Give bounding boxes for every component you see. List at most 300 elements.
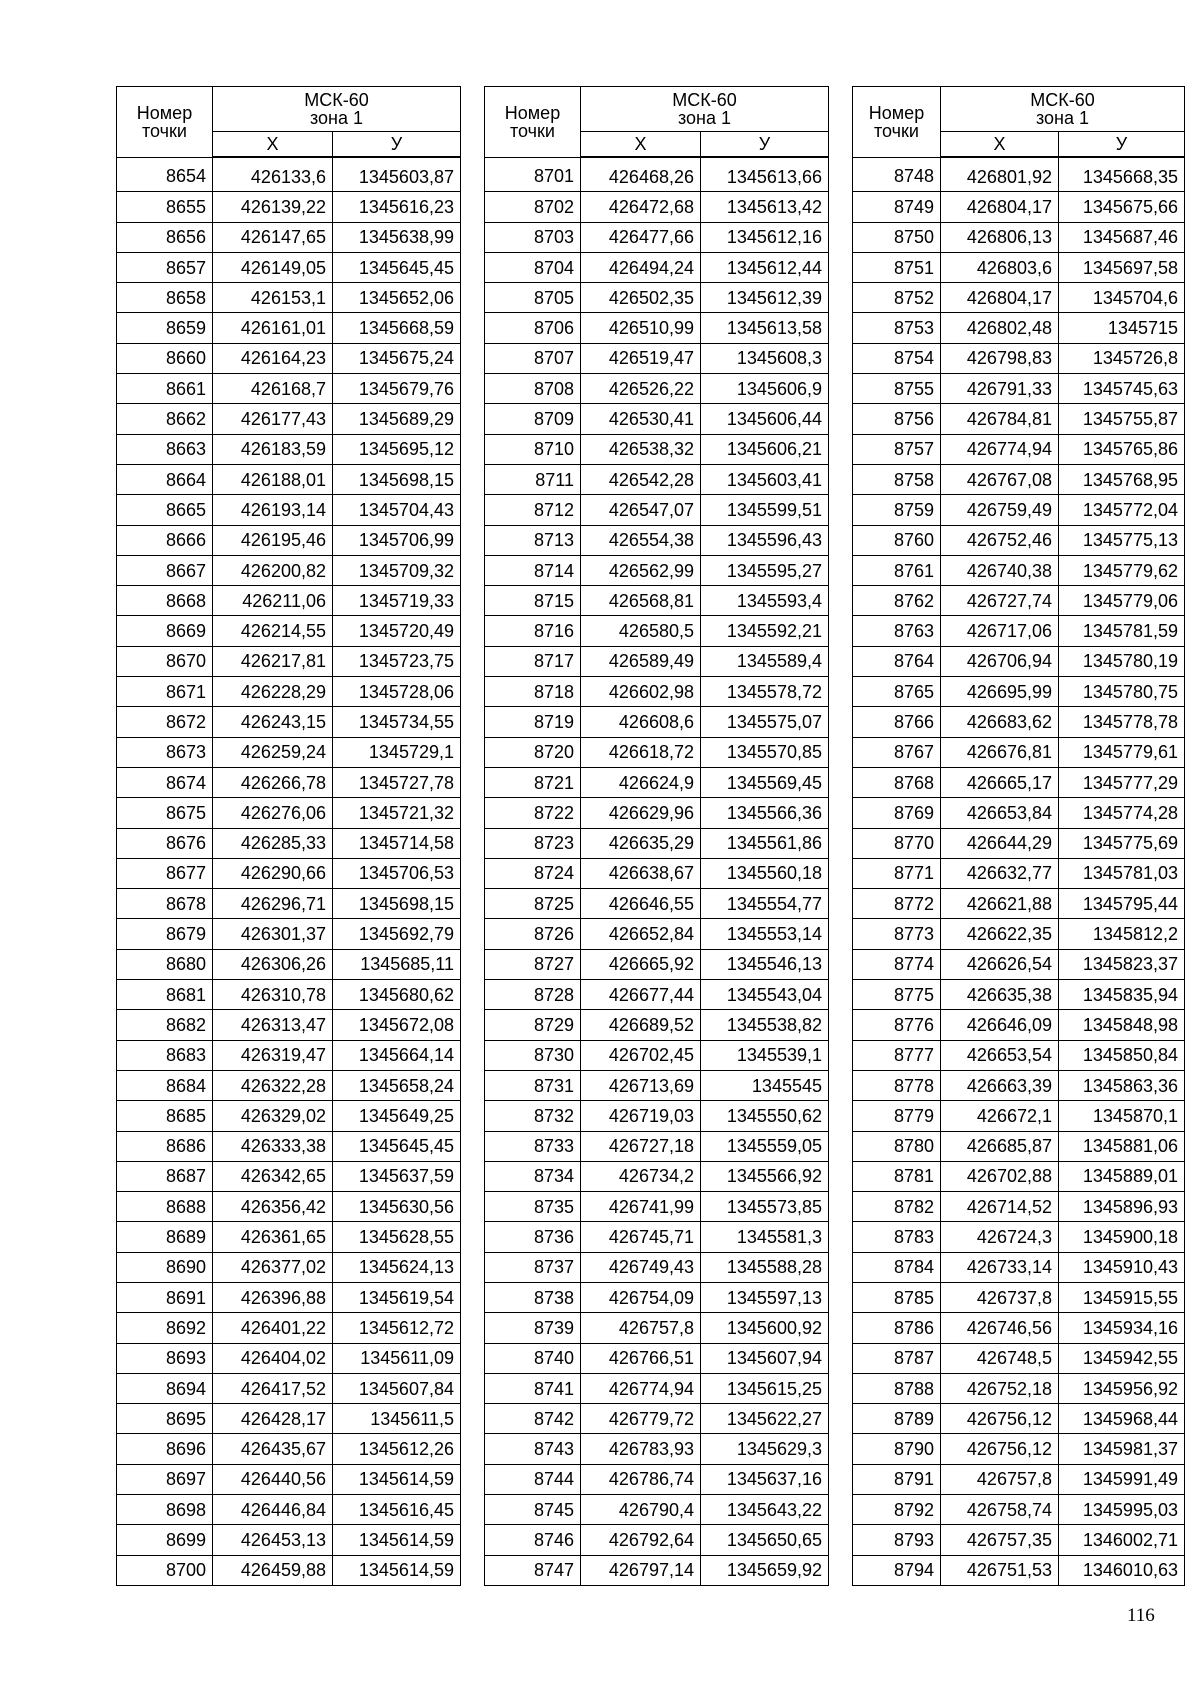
- coordinate-system-label: МСК-60: [304, 90, 369, 110]
- y-coordinate-cell: 1345573,85: [701, 1192, 829, 1222]
- table-row: [853, 1252, 1185, 1282]
- table-row: [117, 1343, 461, 1373]
- table-row: [853, 1525, 1185, 1555]
- x-coordinate-cell: 426319,47: [213, 1040, 333, 1070]
- x-coordinate-cell: 426310,78: [213, 980, 333, 1010]
- y-coordinate-cell: 1345566,36: [701, 798, 829, 828]
- point-number-cell: 8741: [485, 1373, 581, 1403]
- table-row: [853, 313, 1185, 343]
- table-row: [485, 1101, 829, 1131]
- x-coordinate-cell: 426435,67: [213, 1434, 333, 1464]
- x-coordinate-cell: 426806,13: [941, 222, 1059, 252]
- table-body: [117, 157, 461, 1585]
- y-coordinate-cell: 1345612,72: [333, 1313, 461, 1343]
- x-coordinate-cell: 426453,13: [213, 1525, 333, 1555]
- y-coordinate-cell: 1345881,06: [1059, 1131, 1185, 1161]
- table-row: [853, 1040, 1185, 1070]
- x-coordinate-cell: 426211,06: [213, 586, 333, 616]
- point-number-cell: 8661: [117, 374, 213, 404]
- x-coordinate-cell: 426683,62: [941, 707, 1059, 737]
- coordinates-table-1: [116, 86, 461, 1586]
- x-coordinate-cell: 426706,94: [941, 646, 1059, 676]
- x-coordinate-cell: 426417,52: [213, 1373, 333, 1403]
- y-coordinate-cell: 1345645,45: [333, 1131, 461, 1161]
- y-coordinate-cell: 1345719,33: [333, 586, 461, 616]
- x-coordinate-cell: 426695,99: [941, 677, 1059, 707]
- table-row: [117, 1313, 461, 1343]
- table-row: [853, 1495, 1185, 1525]
- x-coordinate-cell: 426786,74: [581, 1464, 701, 1494]
- point-number-cell: 8673: [117, 737, 213, 767]
- y-coordinate-cell: 1345569,45: [701, 767, 829, 797]
- table-row: [117, 616, 461, 646]
- point-number-cell: 8666: [117, 525, 213, 555]
- point-number-cell: 8696: [117, 1434, 213, 1464]
- x-coordinate-cell: 426727,18: [581, 1131, 701, 1161]
- y-coordinate-cell: 1345643,22: [701, 1495, 829, 1525]
- table-row: [853, 1343, 1185, 1373]
- point-number-cell: 8704: [485, 252, 581, 282]
- point-number-cell: 8660: [117, 343, 213, 373]
- y-coordinate-cell: 1345812,2: [1059, 919, 1185, 949]
- table-row: [117, 646, 461, 676]
- point-number-cell: 8757: [853, 434, 941, 464]
- y-coordinate-cell: 1345570,85: [701, 737, 829, 767]
- y-coordinate-cell: 1345795,44: [1059, 889, 1185, 919]
- y-coordinate-cell: 1345612,16: [701, 222, 829, 252]
- y-coordinate-cell: 1345614,59: [333, 1525, 461, 1555]
- y-coordinate-cell: 1345991,49: [1059, 1464, 1185, 1494]
- table-row: [853, 1313, 1185, 1343]
- table-row: [853, 858, 1185, 888]
- point-number-cell: 8742: [485, 1404, 581, 1434]
- table-row: [485, 252, 829, 282]
- point-number-cell: 8690: [117, 1252, 213, 1282]
- x-coordinate-cell: 426243,15: [213, 707, 333, 737]
- x-coordinate-cell: 426477,66: [581, 222, 701, 252]
- table-row: [485, 980, 829, 1010]
- point-number-cell: 8730: [485, 1040, 581, 1070]
- x-coordinate-cell: 426629,96: [581, 798, 701, 828]
- point-number-cell: 8658: [117, 283, 213, 313]
- table-row: [853, 343, 1185, 373]
- table-row: [853, 707, 1185, 737]
- point-number-header-top: Номер: [504, 102, 561, 123]
- x-coordinate-cell: 426757,35: [941, 1525, 1059, 1555]
- point-number-cell: 8775: [853, 980, 941, 1010]
- x-coordinate-cell: 426468,26: [581, 157, 701, 192]
- y-coordinate-cell: 1345645,45: [333, 252, 461, 282]
- point-number-cell: 8736: [485, 1222, 581, 1252]
- x-coordinate-cell: 426677,44: [581, 980, 701, 1010]
- point-number-cell: 8766: [853, 707, 941, 737]
- y-coordinate-cell: 1345554,77: [701, 889, 829, 919]
- coordinate-system-label: МСК-60: [1030, 90, 1095, 110]
- point-number-cell: 8716: [485, 616, 581, 646]
- x-coordinate-cell: 426149,05: [213, 252, 333, 282]
- y-coordinate-cell: 1345606,44: [701, 404, 829, 434]
- table-row: [853, 1373, 1185, 1403]
- y-coordinate-cell: 1345781,03: [1059, 858, 1185, 888]
- x-coordinate-cell: 426719,03: [581, 1101, 701, 1131]
- table-row: [117, 374, 461, 404]
- x-coordinate-cell: 426717,06: [941, 616, 1059, 646]
- point-number-cell: 8676: [117, 828, 213, 858]
- zone-label: зона 1: [677, 108, 732, 128]
- table-row: [853, 798, 1185, 828]
- table-row: [117, 157, 461, 192]
- point-number-cell: 8772: [853, 889, 941, 919]
- table-row: [853, 889, 1185, 919]
- y-coordinate-cell: 1345726,8: [1059, 343, 1185, 373]
- table-row: [853, 222, 1185, 252]
- y-coordinate-cell: 1345896,93: [1059, 1192, 1185, 1222]
- table-row: [117, 767, 461, 797]
- point-number-cell: 8732: [485, 1101, 581, 1131]
- point-number-cell: 8694: [117, 1373, 213, 1403]
- y-coordinate-cell: 1345543,04: [701, 980, 829, 1010]
- coordinate-system-label: МСК-60: [672, 90, 737, 110]
- point-number-cell: 8774: [853, 949, 941, 979]
- x-coordinate-cell: 426757,8: [581, 1313, 701, 1343]
- table-row: [853, 1192, 1185, 1222]
- x-coordinate-cell: 426602,98: [581, 677, 701, 707]
- point-number-cell: 8735: [485, 1192, 581, 1222]
- table-row: [485, 1222, 829, 1252]
- y-coordinate-cell: 1345637,59: [333, 1161, 461, 1191]
- x-coordinate-cell: 426802,48: [941, 313, 1059, 343]
- y-coordinate-cell: 1345611,5: [333, 1404, 461, 1434]
- y-coordinate-cell: 1345611,09: [333, 1343, 461, 1373]
- y-coordinate-cell: 1345608,3: [701, 343, 829, 373]
- x-coordinate-cell: 426797,14: [581, 1555, 701, 1585]
- x-coordinate-cell: 426685,87: [941, 1131, 1059, 1161]
- x-coordinate-cell: 426689,52: [581, 1010, 701, 1040]
- table-row: [117, 1010, 461, 1040]
- table-row: [117, 586, 461, 616]
- y-coordinate-cell: 1345780,19: [1059, 646, 1185, 676]
- x-coordinate-cell: 426356,42: [213, 1192, 333, 1222]
- x-coordinate-cell: 426798,83: [941, 343, 1059, 373]
- y-coordinate-cell: 1345578,72: [701, 677, 829, 707]
- x-coordinate-cell: 426756,12: [941, 1404, 1059, 1434]
- x-coordinate-cell: 426672,1: [941, 1101, 1059, 1131]
- y-coordinate-cell: 1345675,24: [333, 343, 461, 373]
- table-row: [485, 1525, 829, 1555]
- y-coordinate-cell: 1345706,53: [333, 858, 461, 888]
- x-coordinate-cell: 426803,6: [941, 252, 1059, 282]
- x-coordinate-cell: 426622,35: [941, 919, 1059, 949]
- y-coordinate-cell: 1345603,87: [333, 157, 461, 192]
- y-coordinate-cell: 1345613,42: [701, 192, 829, 222]
- y-coordinate-cell: 1345765,86: [1059, 434, 1185, 464]
- table-row: [485, 222, 829, 252]
- y-coordinate-cell: 1345649,25: [333, 1101, 461, 1131]
- y-coordinate-cell: 1345553,14: [701, 919, 829, 949]
- x-coordinate-cell: 426784,81: [941, 404, 1059, 434]
- y-coordinate-cell: 1345614,59: [333, 1464, 461, 1494]
- x-coordinate-cell: 426646,55: [581, 889, 701, 919]
- y-coordinate-cell: 1345668,35: [1059, 157, 1185, 192]
- table-row: [853, 828, 1185, 858]
- y-coordinate-cell: 1345689,29: [333, 404, 461, 434]
- y-coordinate-cell: 1345745,63: [1059, 374, 1185, 404]
- point-number-cell: 8776: [853, 1010, 941, 1040]
- x-coordinate-cell: 426748,5: [941, 1343, 1059, 1373]
- table-row: [117, 737, 461, 767]
- x-coordinate-cell: 426702,88: [941, 1161, 1059, 1191]
- point-number-cell: 8782: [853, 1192, 941, 1222]
- point-number-cell: 8765: [853, 677, 941, 707]
- x-coordinate-cell: 426702,45: [581, 1040, 701, 1070]
- x-coordinate-cell: 426502,35: [581, 283, 701, 313]
- table-row: [117, 707, 461, 737]
- y-coordinate-cell: 1345715: [1059, 313, 1185, 343]
- point-number-cell: 8745: [485, 1495, 581, 1525]
- coordinate-system-header: [213, 87, 461, 132]
- point-number-cell: 8677: [117, 858, 213, 888]
- table-row: [853, 495, 1185, 525]
- point-number-cell: 8685: [117, 1101, 213, 1131]
- table-row: [117, 343, 461, 373]
- table-row: [117, 555, 461, 585]
- x-coordinate-cell: 426676,81: [941, 737, 1059, 767]
- y-coordinate-cell: 1345597,13: [701, 1282, 829, 1312]
- x-coordinate-cell: 426756,12: [941, 1434, 1059, 1464]
- x-coordinate-cell: 426161,01: [213, 313, 333, 343]
- x-coordinate-cell: 426214,55: [213, 616, 333, 646]
- x-coordinate-cell: 426665,92: [581, 949, 701, 979]
- y-coordinate-cell: 1345956,92: [1059, 1373, 1185, 1403]
- table-row: [117, 1525, 461, 1555]
- point-number-cell: 8718: [485, 677, 581, 707]
- x-coordinate-cell: 426530,41: [581, 404, 701, 434]
- point-number-cell: 8688: [117, 1192, 213, 1222]
- table-row: [853, 555, 1185, 585]
- x-coordinate-cell: 426177,43: [213, 404, 333, 434]
- y-coordinate-cell: 1345870,1: [1059, 1101, 1185, 1131]
- table-row: [485, 404, 829, 434]
- x-coordinate-cell: 426665,17: [941, 767, 1059, 797]
- point-number-cell: 8693: [117, 1343, 213, 1373]
- x-coordinate-cell: 426562,99: [581, 555, 701, 585]
- x-coordinate-cell: 426733,14: [941, 1252, 1059, 1282]
- point-number-cell: 8701: [485, 157, 581, 192]
- table-row: [485, 1161, 829, 1191]
- x-coordinate-cell: 426333,38: [213, 1131, 333, 1161]
- table-row: [117, 889, 461, 919]
- table-row: [853, 1464, 1185, 1494]
- table-row: [485, 767, 829, 797]
- y-coordinate-cell: 1345723,75: [333, 646, 461, 676]
- y-coordinate-cell: 1345995,03: [1059, 1495, 1185, 1525]
- x-coordinate-cell: 426754,09: [581, 1282, 701, 1312]
- table-row: [853, 192, 1185, 222]
- point-number-cell: 8654: [117, 157, 213, 192]
- y-coordinate-cell: 1345942,55: [1059, 1343, 1185, 1373]
- table-row: [485, 1313, 829, 1343]
- point-number-cell: 8793: [853, 1525, 941, 1555]
- point-number-cell: 8714: [485, 555, 581, 585]
- table-row: [853, 677, 1185, 707]
- y-coordinate-cell: 1345672,08: [333, 1010, 461, 1040]
- point-number-cell: 8783: [853, 1222, 941, 1252]
- y-coordinate-cell: 1345600,92: [701, 1313, 829, 1343]
- x-coordinate-cell: 426147,65: [213, 222, 333, 252]
- y-coordinate-cell: 1345652,06: [333, 283, 461, 313]
- y-coordinate-cell: 1345774,28: [1059, 798, 1185, 828]
- y-column-header: У: [333, 132, 461, 158]
- x-coordinate-cell: 426554,38: [581, 525, 701, 555]
- x-coordinate-cell: 426779,72: [581, 1404, 701, 1434]
- x-coordinate-cell: 426472,68: [581, 192, 701, 222]
- table-row: [117, 980, 461, 1010]
- y-coordinate-cell: 1345650,65: [701, 1525, 829, 1555]
- table-row: [117, 1373, 461, 1403]
- x-coordinate-cell: 426301,37: [213, 919, 333, 949]
- table-row: [853, 464, 1185, 494]
- table-row: [117, 1404, 461, 1434]
- point-number-cell: 8702: [485, 192, 581, 222]
- y-coordinate-cell: 1345616,23: [333, 192, 461, 222]
- x-column-header: Х: [581, 132, 701, 158]
- point-number-cell: 8678: [117, 889, 213, 919]
- point-number-cell: 8763: [853, 616, 941, 646]
- table-row: [485, 1343, 829, 1373]
- point-number-header-top: Номер: [136, 102, 193, 123]
- y-coordinate-cell: 1345606,21: [701, 434, 829, 464]
- point-number-cell: 8703: [485, 222, 581, 252]
- coordinates-table-3: [852, 86, 1185, 1586]
- y-coordinate-cell: 1345592,21: [701, 616, 829, 646]
- y-coordinate-cell: 1345934,16: [1059, 1313, 1185, 1343]
- y-coordinate-cell: 1345863,36: [1059, 1070, 1185, 1100]
- y-coordinate-cell: 1345679,76: [333, 374, 461, 404]
- table-row: [485, 313, 829, 343]
- point-number-cell: 8727: [485, 949, 581, 979]
- point-number-cell: 8794: [853, 1555, 941, 1585]
- x-coordinate-cell: 426713,69: [581, 1070, 701, 1100]
- table-row: [853, 1404, 1185, 1434]
- zone-label: зона 1: [1035, 108, 1090, 128]
- x-coordinate-cell: 426428,17: [213, 1404, 333, 1434]
- y-coordinate-cell: 1345561,86: [701, 828, 829, 858]
- x-coordinate-cell: 426766,51: [581, 1343, 701, 1373]
- table-row: [117, 1464, 461, 1494]
- point-number-cell: 8750: [853, 222, 941, 252]
- x-coordinate-cell: 426133,6: [213, 157, 333, 192]
- x-coordinate-cell: 426652,84: [581, 919, 701, 949]
- point-number-cell: 8779: [853, 1101, 941, 1131]
- y-coordinate-cell: 1345615,25: [701, 1373, 829, 1403]
- point-number-cell: 8789: [853, 1404, 941, 1434]
- point-number-cell: 8682: [117, 1010, 213, 1040]
- y-coordinate-cell: 1345637,16: [701, 1464, 829, 1494]
- point-number-cell: 8723: [485, 828, 581, 858]
- point-number-cell: 8771: [853, 858, 941, 888]
- x-coordinate-cell: 426217,81: [213, 646, 333, 676]
- point-number-cell: 8700: [117, 1555, 213, 1585]
- x-coordinate-cell: 426757,8: [941, 1464, 1059, 1494]
- x-coordinate-cell: 426459,88: [213, 1555, 333, 1585]
- page-number: 116: [1127, 1605, 1155, 1626]
- point-number-cell: 8689: [117, 1222, 213, 1252]
- y-coordinate-cell: 1345675,66: [1059, 192, 1185, 222]
- table-row: [117, 858, 461, 888]
- point-number-cell: 8663: [117, 434, 213, 464]
- y-coordinate-cell: 1345638,99: [333, 222, 461, 252]
- point-number-cell: 8664: [117, 464, 213, 494]
- point-number-header: [117, 87, 213, 158]
- x-coordinate-cell: 426153,1: [213, 283, 333, 313]
- point-number-cell: 8785: [853, 1282, 941, 1312]
- table-row: [485, 707, 829, 737]
- table-row: [853, 283, 1185, 313]
- y-coordinate-cell: 1345704,6: [1059, 283, 1185, 313]
- y-coordinate-cell: 1345704,43: [333, 495, 461, 525]
- y-coordinate-cell: 1345850,84: [1059, 1040, 1185, 1070]
- point-number-cell: 8737: [485, 1252, 581, 1282]
- point-number-cell: 8662: [117, 404, 213, 434]
- y-coordinate-cell: 1345695,12: [333, 434, 461, 464]
- point-number-cell: 8752: [853, 283, 941, 313]
- y-coordinate-cell: 1345613,66: [701, 157, 829, 192]
- point-number-cell: 8728: [485, 980, 581, 1010]
- point-number-cell: 8777: [853, 1040, 941, 1070]
- x-coordinate-cell: 426724,3: [941, 1222, 1059, 1252]
- table-row: [485, 889, 829, 919]
- x-coordinate-cell: 426589,49: [581, 646, 701, 676]
- table-row: [117, 949, 461, 979]
- point-number-cell: 8733: [485, 1131, 581, 1161]
- table-row: [117, 1070, 461, 1100]
- y-coordinate-cell: 1345779,62: [1059, 555, 1185, 585]
- point-number-cell: 8761: [853, 555, 941, 585]
- point-number-cell: 8720: [485, 737, 581, 767]
- y-coordinate-cell: 1345779,06: [1059, 586, 1185, 616]
- point-number-cell: 8687: [117, 1161, 213, 1191]
- point-number-cell: 8770: [853, 828, 941, 858]
- point-number-cell: 8792: [853, 1495, 941, 1525]
- x-coordinate-cell: 426624,9: [581, 767, 701, 797]
- x-coordinate-cell: 426200,82: [213, 555, 333, 585]
- point-number-cell: 8686: [117, 1131, 213, 1161]
- table-row: [485, 374, 829, 404]
- point-number-cell: 8738: [485, 1282, 581, 1312]
- table-row: [853, 157, 1185, 192]
- y-coordinate-cell: 1345823,37: [1059, 949, 1185, 979]
- y-coordinate-cell: 1345720,49: [333, 616, 461, 646]
- point-number-cell: 8717: [485, 646, 581, 676]
- y-coordinate-cell: 1345559,05: [701, 1131, 829, 1161]
- x-coordinate-cell: 426635,38: [941, 980, 1059, 1010]
- point-number-cell: 8754: [853, 343, 941, 373]
- table-row: [853, 1222, 1185, 1252]
- point-number-cell: 8699: [117, 1525, 213, 1555]
- point-number-cell: 8674: [117, 767, 213, 797]
- point-number-cell: 8753: [853, 313, 941, 343]
- x-coordinate-cell: 426276,06: [213, 798, 333, 828]
- point-number-cell: 8659: [117, 313, 213, 343]
- y-coordinate-cell: 1345539,1: [701, 1040, 829, 1070]
- y-coordinate-cell: 1345616,45: [333, 1495, 461, 1525]
- point-number-cell: 8665: [117, 495, 213, 525]
- y-coordinate-cell: 1345755,87: [1059, 404, 1185, 434]
- table-row: [485, 919, 829, 949]
- y-coordinate-cell: 1345915,55: [1059, 1282, 1185, 1312]
- y-coordinate-cell: 1345692,79: [333, 919, 461, 949]
- y-coordinate-cell: 1345900,18: [1059, 1222, 1185, 1252]
